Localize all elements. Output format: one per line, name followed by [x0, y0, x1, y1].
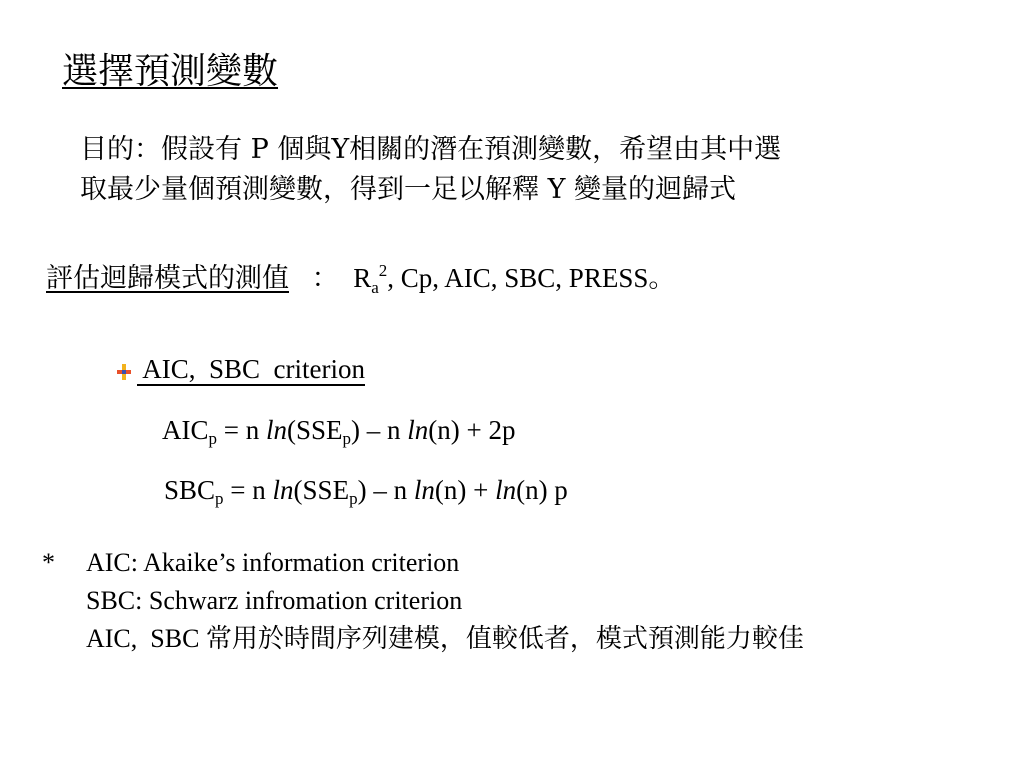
sbc-sse-sub: p — [349, 489, 358, 508]
purpose-line-2: 取最少量個預測變數，得到一足以解釋 Y 變量的迴歸式 — [80, 174, 736, 205]
sbc-eq: = n — [223, 475, 273, 505]
r-squared-base: R — [353, 263, 372, 293]
sbc-formula — [164, 470, 568, 510]
note-usage: AIC, SBC 常用於時間序列建模，值較低者，模式預測能力較佳 — [86, 624, 804, 653]
bullet-icon — [117, 364, 131, 380]
measures-list: , Cp, AIC, SBC, PRESS。 — [387, 263, 676, 293]
sbc-ln-1: ln — [272, 475, 294, 505]
sbc-sse: (SSE — [293, 475, 350, 505]
sbc-ln-2: ln — [413, 475, 435, 505]
evaluation-measures — [46, 258, 675, 299]
bullet-text: AIC, SBC criterion — [137, 354, 365, 384]
aic-eq: = n — [217, 415, 266, 445]
aic-sse-sub: p — [342, 429, 352, 448]
criterion-bullet — [117, 350, 365, 388]
slide-title: 選擇預測變數 — [62, 51, 279, 92]
sbc-tail: (n) p — [516, 475, 568, 505]
sbc-ln-3: ln — [495, 475, 517, 505]
aic-formula — [162, 410, 516, 450]
aic-mid: ) – n — [351, 415, 408, 445]
note-aic — [42, 546, 459, 580]
note-aic-text: AIC: Akaike’s information criterion — [86, 548, 460, 577]
note-sbc: SBC: Schwarz infromation criterion — [86, 586, 463, 615]
aic-lhs: AIC — [162, 415, 209, 445]
sbc-mid-2: (n) + — [434, 475, 496, 505]
aic-sse: (SSE — [287, 415, 343, 445]
sbc-lhs: SBC — [164, 475, 216, 505]
purpose-line-1: 目的：假設有 P 個與Y相關的潛在預測變數，希望由其中選 — [80, 134, 782, 165]
measures-colon: ： — [311, 263, 339, 294]
aic-ln-2: ln — [407, 415, 429, 445]
asterisk-icon: * — [42, 548, 55, 577]
r-squared-sub: a — [371, 278, 379, 297]
sbc-lhs-sub: p — [215, 489, 224, 508]
aic-ln-1: ln — [265, 415, 287, 445]
aic-tail: (n) + 2p — [428, 415, 516, 445]
sbc-mid: ) – n — [357, 475, 414, 505]
measures-values — [353, 261, 676, 297]
aic-lhs-sub: p — [208, 429, 217, 448]
measures-label: 評估迴歸模式的測值 — [46, 263, 289, 294]
r-squared-sup: 2 — [378, 261, 388, 280]
